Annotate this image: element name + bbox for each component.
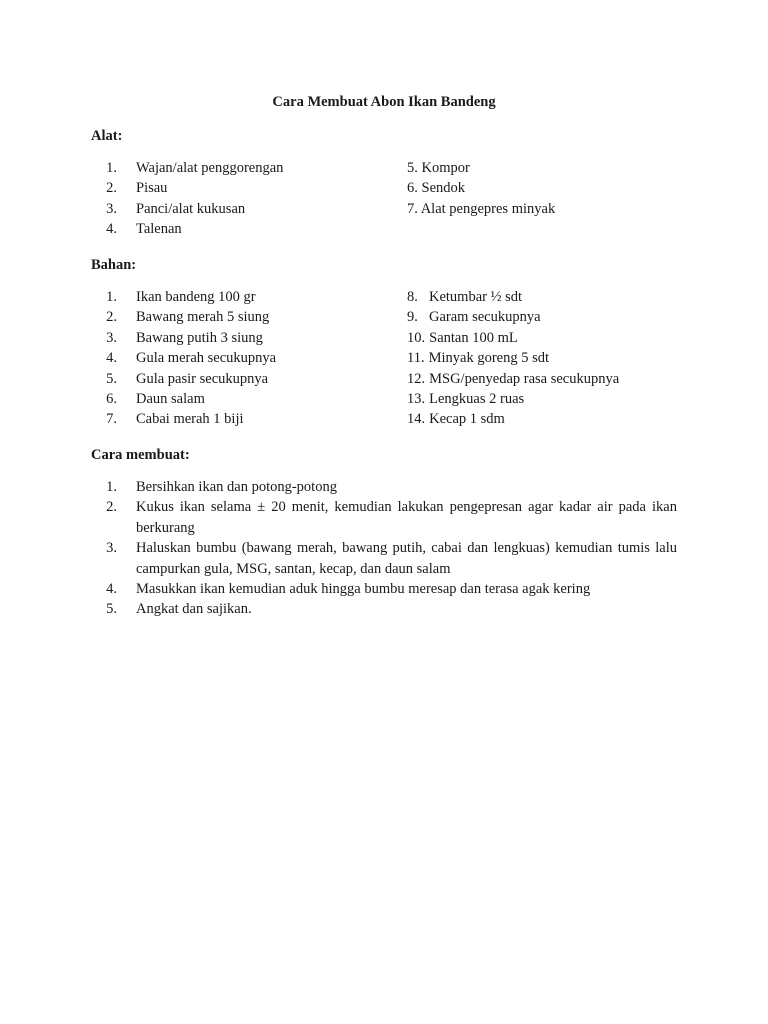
item-text: Panci/alat kukusan — [136, 200, 246, 217]
list-item — [91, 158, 391, 178]
item-number: 2. — [106, 180, 117, 197]
list-item — [91, 579, 691, 599]
item-text: Cabai merah 1 biji — [136, 411, 244, 428]
list-item — [407, 389, 707, 409]
item-number: 1. — [106, 160, 117, 176]
list-item — [91, 287, 391, 307]
item-number: 4. — [106, 581, 117, 598]
item-text: Ketumbar ½ sdt — [429, 289, 523, 305]
item-number: 2. — [106, 309, 117, 326]
list-item — [407, 287, 707, 307]
list-item — [91, 348, 391, 368]
item-number: 3. — [106, 540, 117, 557]
item-number: 6. — [407, 180, 418, 197]
item-text: Daun salam — [136, 390, 205, 407]
item-number: 3. — [106, 329, 117, 346]
list-item — [407, 199, 687, 219]
item-number: 4. — [106, 350, 117, 367]
list-item — [407, 409, 707, 429]
steps-list — [91, 477, 691, 620]
alat-heading: Alat: — [91, 128, 123, 144]
list-item — [407, 307, 707, 327]
item-number: 7. — [106, 411, 117, 428]
item-text: Minyak goreng 5 sdt — [428, 350, 550, 367]
item-text: Garam secukupnya — [429, 309, 541, 326]
list-item — [91, 538, 691, 579]
item-number: 9. — [407, 309, 418, 326]
list-item — [91, 199, 391, 219]
list-item — [407, 328, 707, 348]
document-title: Cara Membuat Abon Ikan Bandeng — [272, 94, 496, 110]
list-item — [407, 369, 707, 389]
item-text: Kompor — [421, 160, 470, 176]
item-text: Bersihkan ikan dan potong-potong — [136, 479, 337, 495]
list-item — [91, 219, 391, 239]
item-text: Bawang merah 5 siung — [136, 309, 270, 326]
list-item — [91, 497, 691, 538]
item-number: 3. — [106, 200, 117, 217]
bahan-list-right — [407, 287, 707, 430]
list-item — [407, 158, 687, 178]
item-number: 2. — [106, 499, 117, 516]
item-text: Gula pasir secukupnya — [136, 370, 269, 387]
list-item — [91, 389, 391, 409]
item-text: Talenan — [136, 221, 182, 238]
item-text: Lengkuas 2 ruas — [429, 390, 525, 407]
item-text: Kecap 1 sdm — [429, 411, 505, 428]
item-text: Ikan bandeng 100 gr — [136, 289, 256, 305]
item-number: 1. — [106, 289, 117, 305]
list-item — [91, 369, 391, 389]
cara-heading: Cara membuat: — [91, 447, 190, 463]
item-number: 13. — [407, 390, 426, 407]
item-number: 5. — [407, 160, 418, 176]
bahan-heading: Bahan: — [91, 257, 137, 273]
item-number: 14. — [407, 411, 426, 428]
alat-list-left — [91, 158, 391, 240]
item-number: 8. — [407, 289, 418, 305]
list-item — [407, 348, 707, 368]
item-text: Bawang putih 3 siung — [136, 329, 263, 346]
item-number: 7. — [407, 200, 418, 217]
item-number: 1. — [106, 479, 117, 495]
item-number: 4. — [106, 221, 117, 238]
item-text: Wajan/alat penggorengan — [136, 160, 284, 176]
item-text: Alat pengepres minyak — [420, 200, 556, 217]
item-number: 12. — [407, 370, 426, 387]
bahan-list-left — [91, 287, 391, 430]
list-item — [91, 178, 391, 198]
item-text: Sendok — [421, 180, 465, 197]
list-item — [91, 328, 391, 348]
item-number: 11. — [407, 350, 425, 367]
alat-list-right — [407, 158, 687, 219]
list-item — [91, 599, 691, 619]
item-text: Masukkan ikan kemudian aduk hingga bumbu meresap dan terasa agak kering — [136, 581, 591, 598]
item-number: 5. — [106, 601, 117, 618]
item-number: 10. — [407, 329, 426, 346]
item-text: Gula merah secukupnya — [136, 350, 277, 367]
item-number: 5. — [106, 370, 117, 387]
list-item — [407, 178, 687, 198]
list-item — [91, 477, 691, 497]
list-item — [91, 409, 391, 429]
item-text: MSG/penyedap rasa secukupnya — [429, 370, 620, 387]
list-item — [91, 307, 391, 327]
item-number: 6. — [106, 390, 117, 407]
item-text: Kukus ikan selama ± 20 menit, kemudian lakukan pengepresan agar kadar air pada ikan berkurang — [136, 499, 677, 536]
item-text: Pisau — [136, 180, 168, 197]
item-text: Haluskan bumbu (bawang merah, bawang putih, cabai dan lengkuas) kemudian tumis lalu campurkan gula, MSG, santan, kecap, dan daun salam — [136, 540, 677, 577]
item-text: Santan 100 mL — [429, 329, 518, 346]
item-text: Angkat dan sajikan. — [136, 601, 252, 618]
